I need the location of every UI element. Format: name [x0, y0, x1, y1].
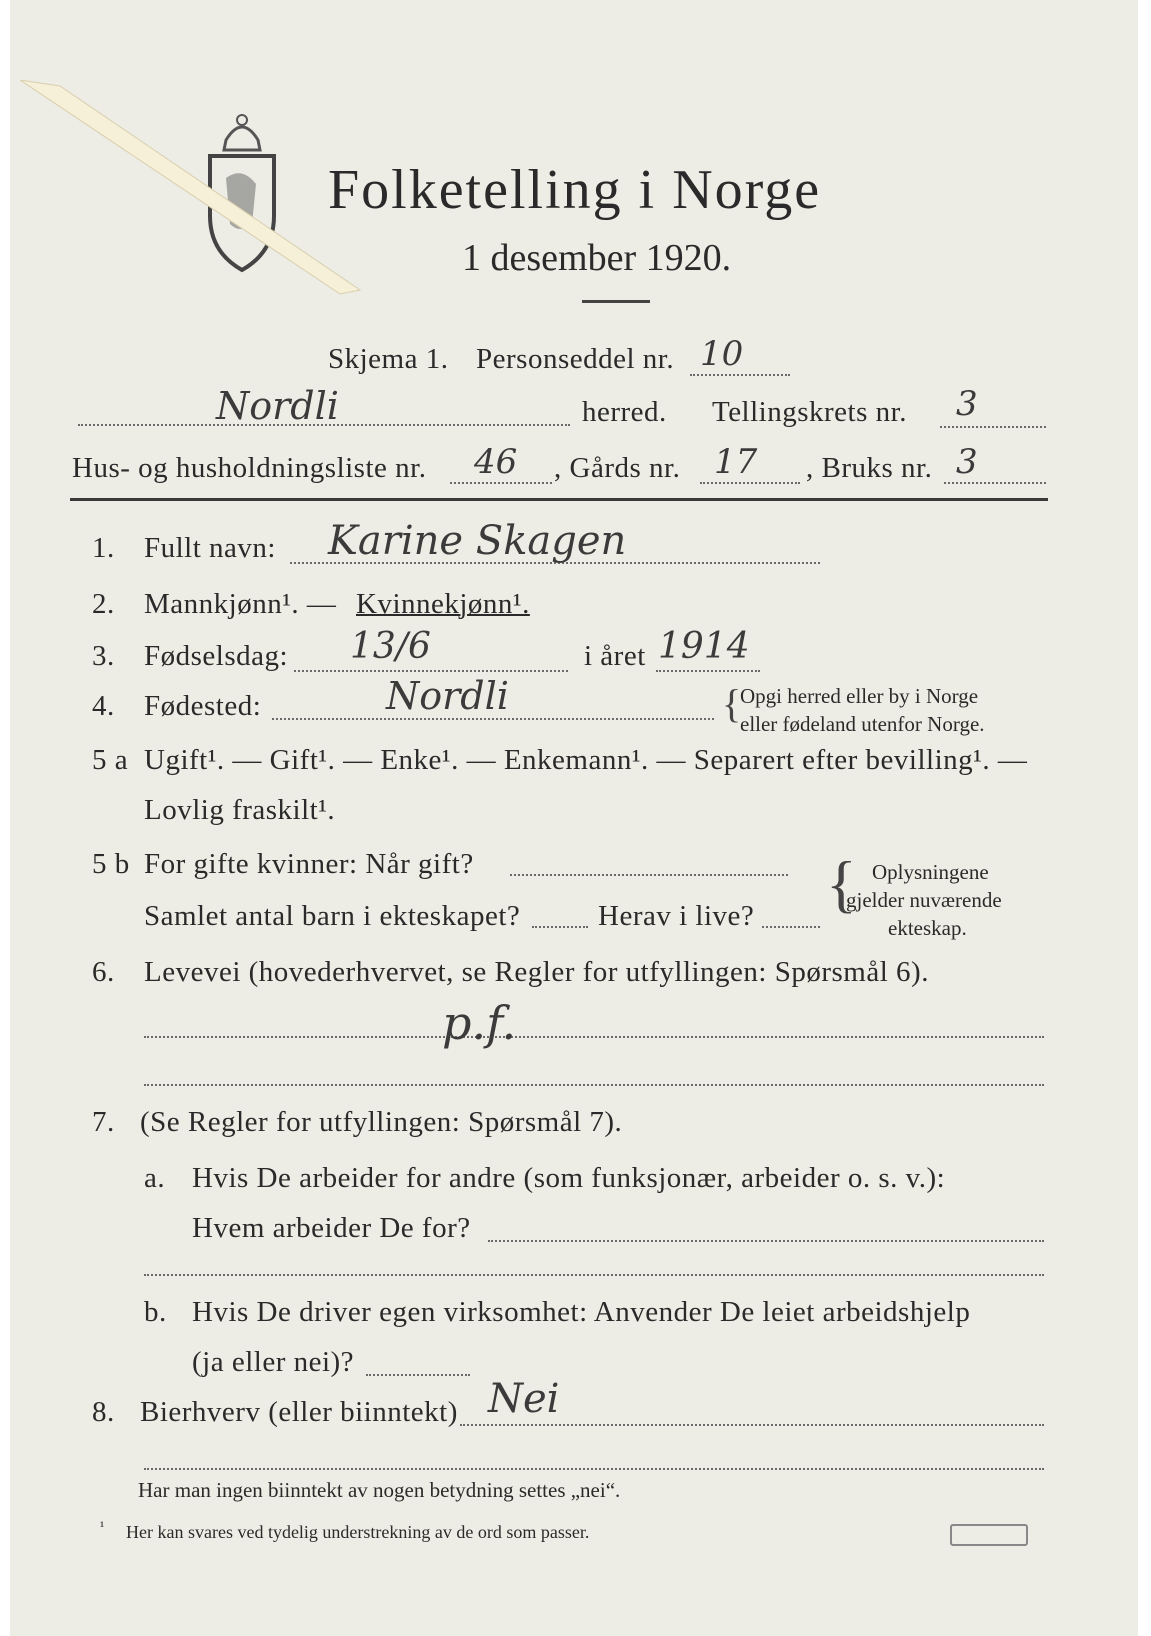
q4-number: 4. — [92, 690, 115, 722]
tellingskrets-value: 3 — [956, 384, 978, 424]
q5b-barn-line — [532, 926, 588, 928]
q5b-line2a: Samlet antal barn i ekteskapet? — [144, 900, 521, 932]
q3-value: 13/6 — [350, 626, 431, 667]
q8-value: Nei — [488, 1376, 560, 1422]
q8-label: Bierhverv (eller biinntekt) — [140, 1396, 458, 1428]
q6-line-2 — [144, 1084, 1044, 1086]
q7b-line2: (ja eller nei)? — [192, 1346, 355, 1378]
q3-year-line — [656, 670, 760, 672]
q5a-number: 5 a — [92, 744, 129, 776]
census-form — [10, 0, 1138, 1636]
q6-number: 6. — [92, 956, 115, 988]
bruks-line — [944, 482, 1046, 484]
q5b-line2b: Herav i live? — [598, 900, 755, 932]
q7b-letter: b. — [144, 1296, 167, 1328]
q1-label: Fullt navn: — [144, 532, 276, 564]
tellingskrets-line — [940, 426, 1046, 428]
q5a-line1: Ugift¹. — Gift¹. — Enke¹. — Enkemann¹. — Separert efter bevilling¹. — — [144, 744, 1028, 776]
hus-line — [450, 482, 552, 484]
q5b-note-2: gjelder nuværende — [846, 888, 1002, 912]
herred-value: Nordli — [216, 384, 339, 428]
q5b-note-3: ekteskap. — [888, 916, 967, 940]
q7a-line1: Hvis De arbeider for andre (som funksjonær, arbeider o. s. v.): — [192, 1162, 946, 1194]
q8-number: 8. — [92, 1396, 115, 1428]
form-date: 1 desember 1920. — [462, 237, 732, 279]
skjema-label: Skjema 1. — [328, 343, 449, 375]
q3-year-value: 1914 — [658, 626, 750, 667]
q5a-line2: Lovlig fraskilt¹. — [144, 794, 336, 826]
q3-number: 3. — [92, 640, 115, 672]
q2-number: 2. — [92, 588, 115, 620]
tellingskrets-label: Tellingskrets nr. — [712, 396, 907, 428]
q6-line-1 — [144, 1036, 1044, 1038]
q4-note-1: Opgi herred eller by i Norge — [740, 684, 979, 708]
q5b-gift-line — [510, 874, 788, 876]
q7a-line2: Hvem arbeider De for? — [192, 1212, 471, 1244]
q7a-letter: a. — [144, 1162, 166, 1194]
q2-kvinne: Kvinnekjønn¹. — [356, 588, 530, 620]
hus-value: 46 — [474, 442, 518, 482]
q5b-note-1: Oplysningene — [872, 860, 989, 884]
header-rule — [70, 498, 1048, 501]
q5b-line1: For gifte kvinner: Når gift? — [144, 848, 474, 880]
q4-note-2: eller fødeland utenfor Norge. — [740, 712, 985, 736]
q5b-number: 5 b — [92, 848, 130, 880]
bruks-label: , Bruks nr. — [806, 452, 933, 484]
herred-label: herred. — [582, 396, 667, 428]
gards-label: , Gårds nr. — [554, 452, 681, 484]
q4-value: Nordli — [386, 674, 509, 718]
q5b-ilive-line — [762, 926, 820, 928]
q5b-brace: { — [826, 848, 857, 919]
q8-line-2 — [144, 1468, 1044, 1470]
gards-line — [700, 482, 800, 484]
printer-stamp — [950, 1524, 1028, 1546]
q7b-line1: Hvis De driver egen virksomhet: Anvender De leiet arbeidshjelp — [192, 1296, 971, 1328]
q6-value: p.f. — [442, 996, 517, 1050]
q4-line — [272, 718, 714, 720]
hus-label: Hus- og husholdningsliste nr. — [72, 452, 427, 484]
q3-line — [294, 670, 568, 672]
q3-label: Fødselsdag: — [144, 640, 289, 672]
q2-mann: Mannkjønn¹. — — [144, 588, 337, 620]
personseddel-line — [690, 374, 790, 376]
q7b-line — [366, 1374, 470, 1376]
q7a-line-2 — [144, 1274, 1044, 1276]
footer-note: Har man ingen biinntekt av nogen betydning settes „nei“. — [138, 1478, 621, 1502]
q7-number: 7. — [92, 1106, 115, 1138]
form-title: Folketelling i Norge — [328, 159, 822, 221]
personseddel-value: 10 — [700, 334, 744, 374]
q4-label: Fødested: — [144, 690, 262, 722]
title-rule — [582, 300, 650, 303]
personseddel-label: Personseddel nr. — [476, 343, 675, 375]
gards-value: 17 — [714, 442, 758, 482]
q6-label: Levevei (hovederhvervet, se Regler for utfyllingen: Spørsmål 6). — [144, 956, 929, 988]
bruks-value: 3 — [956, 442, 978, 482]
footnote-mark: ¹ — [100, 1520, 105, 1535]
paper-strip — [20, 80, 370, 300]
q7-label: (Se Regler for utfyllingen: Spørsmål 7). — [140, 1106, 623, 1138]
q1-number: 1. — [92, 532, 115, 564]
q3-year-label: i året — [584, 640, 646, 672]
q8-line — [460, 1424, 1044, 1426]
q7a-line — [488, 1240, 1044, 1242]
q1-value: Karine Skagen — [328, 518, 627, 564]
q4-brace: { — [722, 681, 742, 726]
footnote-text: Her kan svares ved tydelig understrekning av de ord som passer. — [126, 1522, 590, 1542]
